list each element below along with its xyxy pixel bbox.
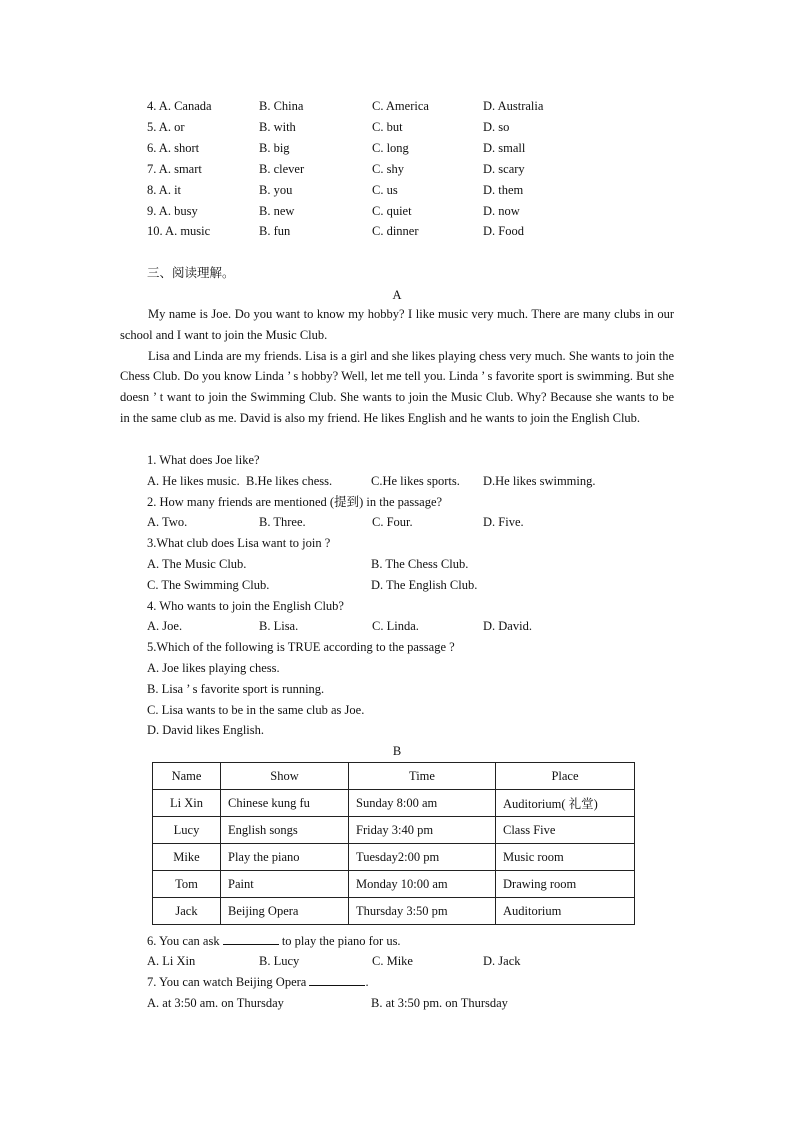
question-stem [0,534,794,552]
option-b: B. new [259,204,295,218]
passage-a-text [120,304,674,429]
cell-name: Tom [153,871,221,898]
option-d: D. so [483,120,510,134]
q7-option-a: A. at 3:50 am. on Thursday [147,996,284,1010]
choice-row [0,139,794,157]
question-stem [0,493,794,511]
question-stem [0,973,794,991]
cell-place: Drawing room [496,871,635,898]
option-b: B. big [259,141,290,155]
option-d: D. Australia [483,99,544,113]
q3-option-d: D. The English Club. [371,578,478,592]
cell-time: Friday 3:40 pm [349,817,496,844]
header-show: Show [221,763,349,790]
question-1-stem: 1. What does Joe like? [147,453,260,467]
option-c: C. shy [372,162,404,176]
section-title: 三、阅读理解。 [147,266,235,280]
q6-option-a: A. Li Xin [147,954,196,968]
option-c: C. quiet [372,204,412,218]
choice-row [0,181,794,199]
q7-stem-before: 7. You can watch Beijing Opera [147,975,307,989]
option-a: 10. A. music [147,224,211,238]
cell-name: Jack [153,898,221,925]
choice-row [0,118,794,136]
q7-option-b: B. at 3:50 pm. on Thursday [371,996,508,1010]
option-c: C. but [372,120,403,134]
option-a: 7. A. smart [147,162,202,176]
option-a: 6. A. short [147,141,200,155]
q1-option-c: C.He likes sports. [371,474,460,488]
question-3-stem: 3.What club does Lisa want to join ? [147,536,331,550]
cell-time: Tuesday2:00 pm [349,844,496,871]
question-option [0,701,794,719]
question-5-stem: 5.Which of the following is TRUE according to the passage ? [147,640,455,654]
q5-option-a: A. Joe likes playing chess. [147,661,280,675]
q2-option-c: C. Four. [372,515,413,529]
cell-show: Play the piano [221,844,349,871]
question-options [0,617,794,635]
question-stem [0,932,794,950]
question-options [0,513,794,531]
cell-time: Sunday 8:00 am [349,790,496,817]
option-d: D. scary [483,162,525,176]
cell-show: Beijing Opera [221,898,349,925]
option-c: C. us [372,183,398,197]
cell-name: Lucy [153,817,221,844]
q6-option-d: D. Jack [483,954,521,968]
passage-paragraph: My name is Joe. Do you want to know my hobby? I like music very much. There are many clubs in our school and I want to join the Music Club. [120,307,674,342]
cell-time: Monday 10:00 am [349,871,496,898]
q2-option-a: A. Two. [147,515,188,529]
section-heading [0,264,794,282]
table-row [153,898,635,925]
answer-blank [223,932,279,945]
passage-b-label: B [392,744,402,758]
q3-option-a: A. The Music Club. [147,557,247,571]
question-options [0,555,794,573]
question-option [0,659,794,677]
passage-paragraph: Lisa and Linda are my friends. Lisa is a girl and she likes playing chess very much. She wants to join the Chess Club. Do you know Linda ’ s hobby? Well, let me tell you. Linda ’ s favorite sport is swimming. But she doesn ’ t want to join the Swimming Club. She wants to join the Music Club. Why? Because she wants to be in the same club as me. David is also my friend. He likes English and he wants to join the English Club. [120,348,674,425]
table-row [153,871,635,898]
cell-place: Music room [496,844,635,871]
choice-row [0,222,794,240]
option-d: D. small [483,141,526,155]
q2-option-b: B. Three. [259,515,306,529]
q3-option-c: C. The Swimming Club. [147,578,270,592]
q4-option-d: D. David. [483,619,532,633]
q5-option-d: D. David likes English. [147,723,265,737]
cell-name: Mike [153,844,221,871]
question-6-stem [147,932,401,950]
question-stem [0,451,794,469]
q5-option-c: C. Lisa wants to be in the same club as Joe. [147,703,365,717]
cell-show: Chinese kung fu [221,790,349,817]
option-b: B. you [259,183,293,197]
question-2-stem: 2. How many friends are mentioned (提到) in the passage? [147,495,443,509]
q6-option-c: C. Mike [372,954,413,968]
question-option [0,680,794,698]
q7-stem-after: . [365,975,369,989]
option-d: D. Food [483,224,524,238]
choice-row [0,202,794,220]
q1-option-a: A. He likes music. [147,474,240,488]
option-a: 5. A. or [147,120,185,134]
cell-place: Class Five [496,817,635,844]
cell-show: English songs [221,817,349,844]
question-option [0,721,794,739]
q6-stem-before: 6. You can ask [147,934,220,948]
question-options [0,472,794,490]
choice-row [0,97,794,115]
question-options [0,952,794,970]
header-name: Name [153,763,221,790]
q4-option-b: B. Lisa. [259,619,299,633]
option-b: B. clever [259,162,305,176]
option-c: C. long [372,141,409,155]
option-a: 4. A. Canada [147,99,212,113]
option-a: 9. A. busy [147,204,198,218]
table-row [153,844,635,871]
q4-option-a: A. Joe. [147,619,183,633]
q3-option-b: B. The Chess Club. [371,557,469,571]
choice-row [0,160,794,178]
cell-show: Paint [221,871,349,898]
header-time: Time [349,763,496,790]
option-b: B. with [259,120,296,134]
q6-option-b: B. Lucy [259,954,300,968]
q2-option-d: D. Five. [483,515,524,529]
question-options [0,576,794,594]
table-row [153,790,635,817]
question-4-stem: 4. Who wants to join the English Club? [147,599,344,613]
answer-blank [309,973,365,986]
option-b: B. China [259,99,304,113]
question-options [0,994,794,1012]
q1-option-d: D.He likes swimming. [483,474,596,488]
question-7-stem [147,973,369,991]
cell-time: Thursday 3:50 pm [349,898,496,925]
option-a: 8. A. it [147,183,182,197]
schedule-table [152,762,635,925]
table-row [153,817,635,844]
table-header-row [153,763,635,790]
cell-name: Li Xin [153,790,221,817]
q1-option-b: B.He likes chess. [246,474,333,488]
q5-option-b: B. Lisa ’ s favorite sport is running. [147,682,325,696]
option-c: C. dinner [372,224,419,238]
question-stem [0,597,794,615]
option-c: C. America [372,99,429,113]
option-d: D. now [483,204,520,218]
passage-a-label: A [392,288,402,302]
option-d: D. them [483,183,524,197]
question-stem [0,638,794,656]
header-place: Place [496,763,635,790]
cell-place: Auditorium [496,898,635,925]
option-b: B. fun [259,224,291,238]
q6-stem-after: to play the piano for us. [281,934,401,948]
cell-place: Auditorium( 礼堂) [496,790,635,817]
q4-option-c: C. Linda. [372,619,419,633]
